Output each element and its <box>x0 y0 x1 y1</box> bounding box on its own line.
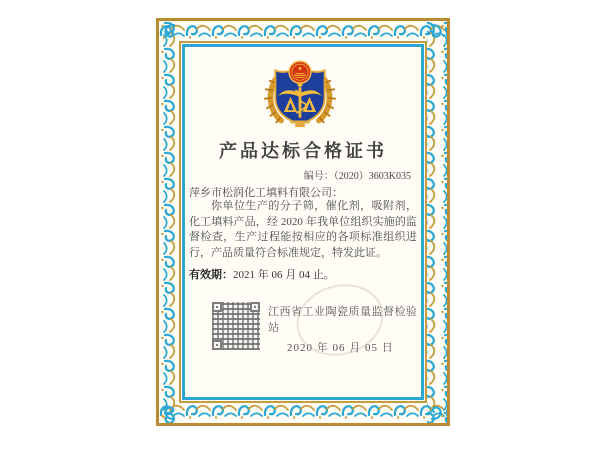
qr-finder-icon <box>250 302 260 312</box>
qr-finder-icon <box>212 302 222 312</box>
issue-date: 2020 年 06 月 05 日 <box>287 342 394 354</box>
validity-label: 有效期： <box>189 269 233 281</box>
inner-gold-frame <box>179 41 427 403</box>
qr-code-icon <box>212 302 260 350</box>
validity-value: 2021 年 06 月 04 止。 <box>233 269 335 281</box>
certificate-page <box>156 18 450 426</box>
issuing-authority: 江西省工业陶瓷质量监督检验站 <box>268 306 418 334</box>
recipient-company: 萍乡市松润化工填料有限公司： <box>189 187 343 199</box>
serial-value: （2020）3603K035 <box>333 171 411 182</box>
certificate-title: 产品达标合格证书 <box>219 141 387 161</box>
certificate-body-text: 你单位生产的分子筛，催化剂，吸附剂，化工填料产品，经 2020 年我单位组织实施的监督检查，生产过程能按相应的各项标准组织进行，产品质量符合标准规定，特发此证。 <box>189 200 417 259</box>
inner-cyan-frame <box>182 44 424 400</box>
qr-finder-icon <box>212 340 222 350</box>
serial-number-line <box>185 167 421 182</box>
serial-label: 编号： <box>303 171 334 182</box>
china-quality-supervision-emblem-icon <box>262 58 338 130</box>
certificate-content <box>185 47 421 397</box>
validity-line <box>189 266 335 282</box>
